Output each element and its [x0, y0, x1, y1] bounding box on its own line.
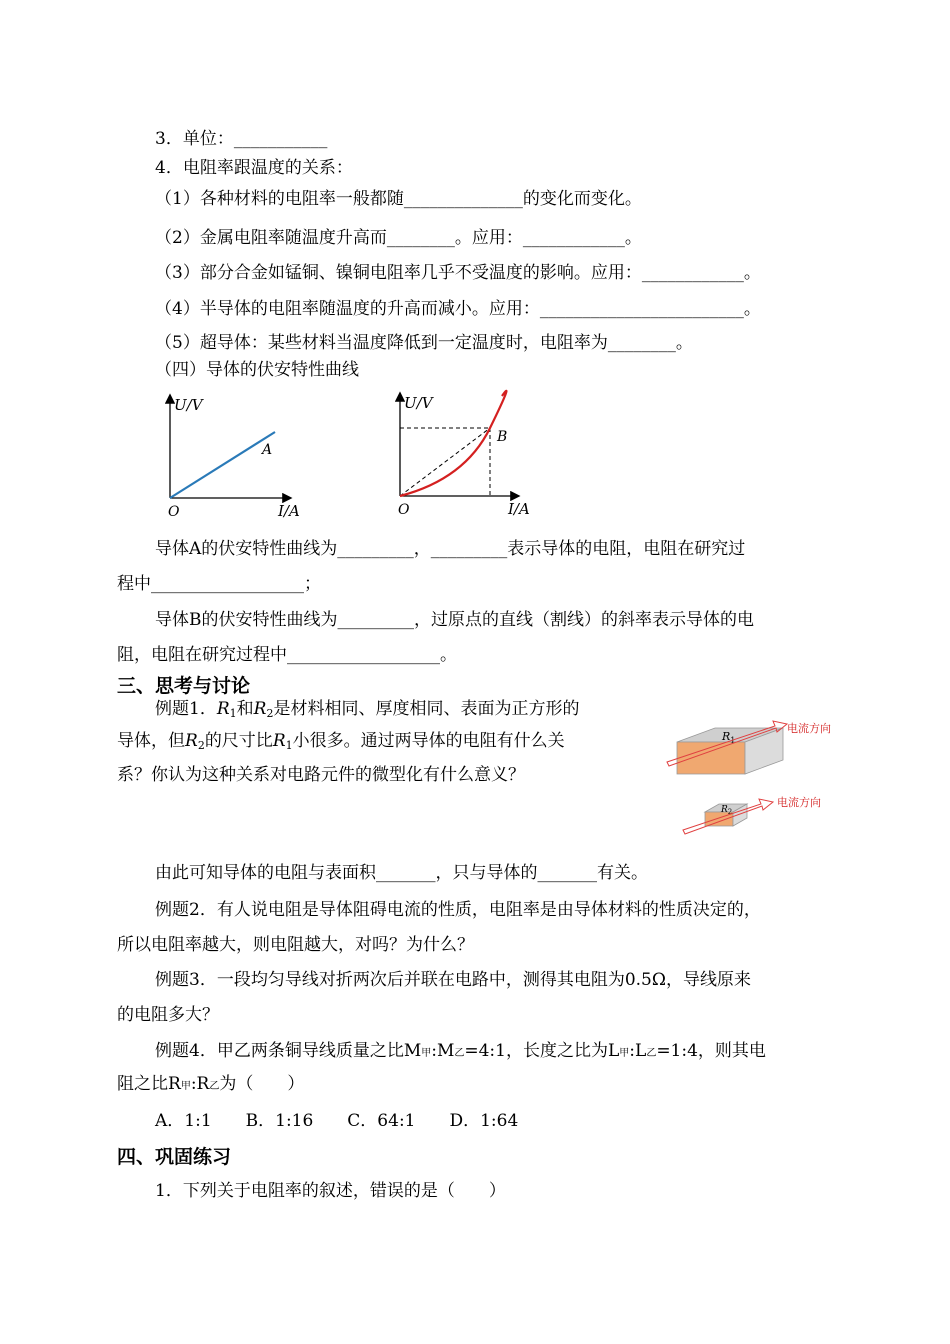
desc-b-line1: 导体B的伏安特性曲线为_________，过原点的直线（割线）的斜率表示导体的电: [155, 610, 754, 630]
subsection-title: （四）导体的伏安特性曲线: [155, 360, 359, 380]
example-4-line2: 阻之比R甲:R乙为（ ）: [117, 1074, 305, 1094]
example-1-line3: 系？你认为这种关系对电路元件的微型化有什么意义？: [117, 765, 525, 785]
desc-b-line2: 阻，电阻在研究过程中__________________。: [117, 645, 457, 665]
temperature-item: 4．电阻率跟温度的关系：: [155, 158, 353, 178]
section-4-title: 四、巩固练习: [117, 1146, 232, 1168]
current-label-1: 电流方向: [787, 722, 831, 735]
desc-a-line1: 导体A的伏安特性曲线为_________，_________表示导体的电阻，电阻在研究过: [155, 539, 746, 559]
conclusion: 由此可知导体的电阻与表面积_______，只与导体的_______有关。: [155, 863, 648, 883]
origin-label: O: [398, 502, 410, 518]
line-a: [170, 432, 275, 498]
graph-b: [380, 384, 550, 524]
example-1-line2: 导体，但$R_2$的尺寸比$R_1$小很多。通过两导体的电阻有什么关: [117, 731, 565, 752]
origin-label: O: [168, 504, 180, 520]
desc-a-line2: 程中__________________；: [117, 574, 321, 594]
example-2-line1: 例题2．有人说电阻是导体阻碍电流的性质，电阻率是由导体材料的性质决定的，: [155, 900, 761, 920]
r2-label: $R_2$: [721, 805, 733, 816]
current-label-2: 电流方向: [777, 796, 821, 809]
x-axis-label: I/A: [278, 502, 300, 520]
example-3-line1: 例题3．一段均匀导线对折两次后并联在电路中，测得其电阻为0.5Ω，导线原来: [155, 970, 751, 990]
line-a-label: A: [262, 442, 273, 458]
conductor-figure: [665, 712, 845, 842]
point-4: （4）半导体的电阻率随温度的升高而减小。应用：________________________。: [155, 299, 761, 319]
example-4-options: A．1:1 B．1:16 C．64:1 D．1:64: [155, 1111, 519, 1131]
y-axis-label: U/V: [404, 394, 433, 412]
unit-item: 3．单位：___________: [155, 129, 328, 149]
example-3-line2: 的电阻多大？: [117, 1005, 219, 1025]
question-1: 1．下列关于电阻率的叙述，错误的是（ ）: [155, 1181, 506, 1201]
point-1: （1）各种材料的电阻率一般都随______________的变化而变化。: [155, 189, 642, 209]
r1-label: $R_1$: [722, 730, 736, 745]
section-3-title: 三、思考与讨论: [117, 675, 251, 697]
point-b-label: B: [497, 429, 508, 445]
x-axis-label: I/A: [508, 500, 530, 518]
example-4-line1: 例题4．甲乙两条铜导线质量之比M甲:M乙=4:1，长度之比为L甲:L乙=1:4，则其电: [155, 1041, 766, 1061]
example-1-line1: 例题1．$R_1$和$R_2$是材料相同、厚度相同、表面为正方形的: [155, 699, 580, 720]
point-2: （2）金属电阻率随温度升高而________。应用：____________。: [155, 228, 642, 248]
graph-a: [150, 388, 330, 523]
example-2-line2: 所以电阻率越大，则电阻越大，对吗？为什么？: [117, 935, 474, 955]
y-axis-label: U/V: [174, 396, 203, 414]
point-3: （3）部分合金如锰铜、镍铜电阻率几乎不受温度的影响。应用：____________。: [155, 263, 761, 283]
point-5: （5）超导体：某些材料当温度降低到一定温度时，电阻率为________。: [155, 333, 693, 353]
